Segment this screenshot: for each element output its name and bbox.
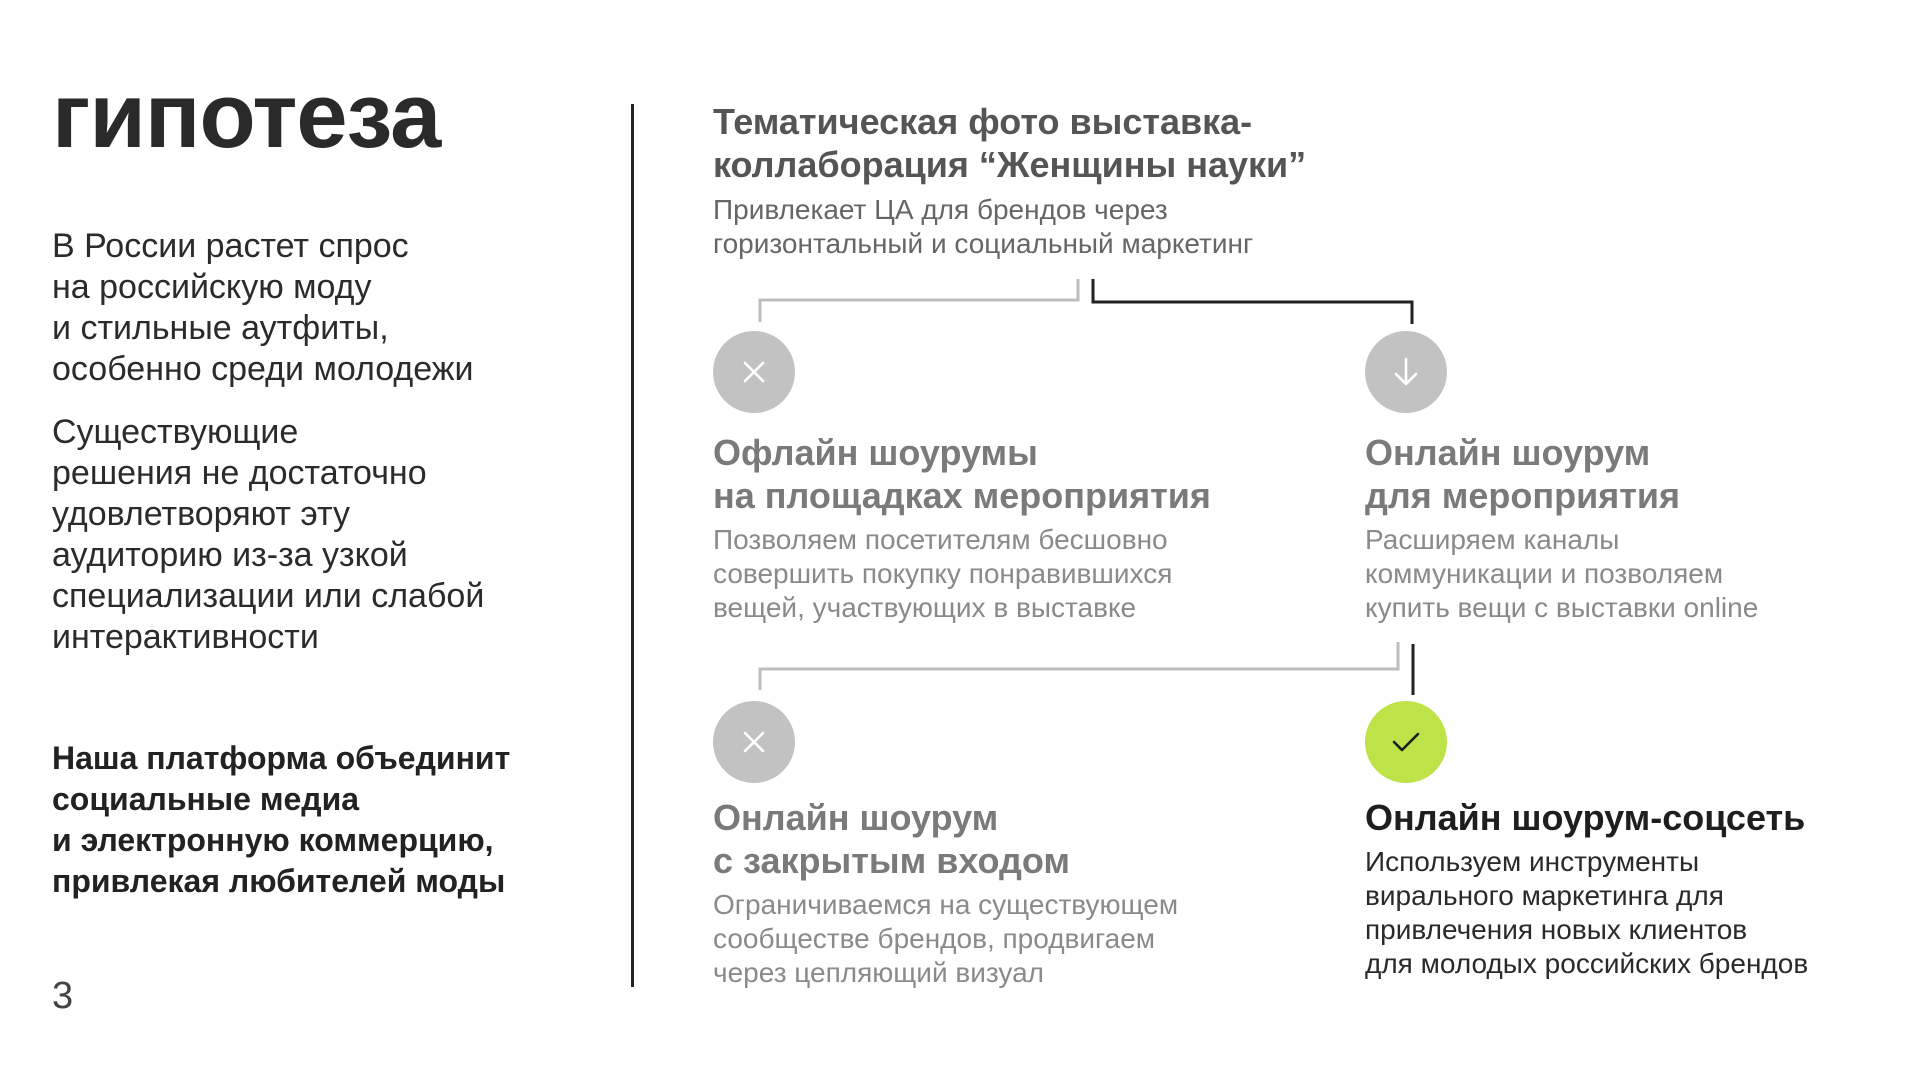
offline-showroom-description: Позволяем посетителям бесшовно совершить покупку понравившихся вещей, участвующих в выставке [713,524,1173,623]
connector-top-to-online [1093,279,1412,324]
close-icon [740,358,768,386]
social-showroom-status [1365,701,1447,783]
closed-showroom-status [713,701,795,783]
online-showroom-description: Расширяем каналы коммуникации и позволяем купить вещи с выставки online [1365,524,1759,623]
connector-online-to-closed [760,642,1398,690]
offline-showroom-status [713,331,795,413]
connector-top-to-offline [760,279,1078,322]
exhibition-title: Тематическая фото выставка- коллаборация “Женщины науки” [713,101,1307,185]
online-showroom-title: Онлайн шоурум для мероприятия [1365,432,1680,516]
existing-solutions-text: Существующие решения не достаточно удовлетворяют эту аудиторию из-за узкой специализации или слабой интерактивности [52,413,485,656]
social-showroom-title: Онлайн шоурум-соцсеть [1365,797,1806,838]
offline-showroom-title: Офлайн шоурумы на площадках мероприятия [713,432,1211,516]
check-icon [1390,729,1422,755]
social-showroom-description: Используем инструменты вирального маркетинга для привлечения новых клиентов для молодых российских брендов [1365,846,1809,979]
closed-showroom-title: Онлайн шоурум с закрытым входом [713,797,1070,881]
arrow-down-icon [1392,356,1420,388]
platform-conclusion-text: Наша платформа объединит социальные медиа и электронную коммерцию, привлекая любителей моды [52,740,511,899]
closed-showroom-description: Ограничиваемся на существующем сообществе брендов, продвигаем через цепляющий визуал [713,889,1179,988]
market-demand-text: В России растет спрос на российскую моду и стильные аутфиты, особенно среди молодежи [52,227,474,388]
page-number: 3 [52,975,74,1017]
online-showroom-status [1365,331,1447,413]
exhibition-description: Привлекает ЦА для брендов через горизонтальный и социальный маркетинг [713,194,1254,259]
page-title: гипотеза [52,65,441,167]
close-icon [740,728,768,756]
